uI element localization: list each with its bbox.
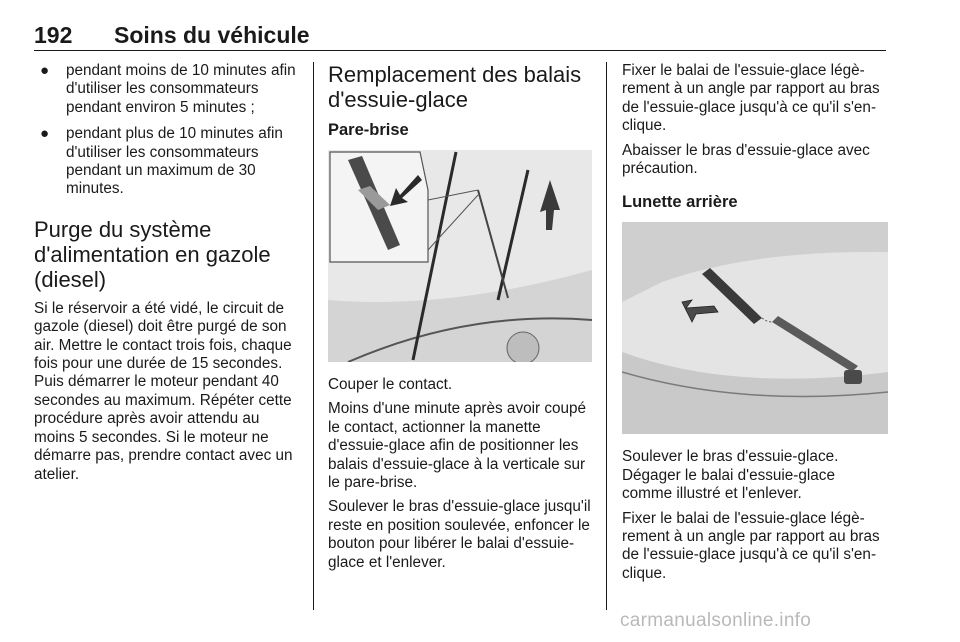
instruction-paragraph: Fixer le balai de l'essuie-glace légèrement à un angle par rapport au bras de l'essuie-glace jusqu'à ce qu'il s'enclique. xyxy=(622,62,880,135)
subheading-windshield: Pare-brise xyxy=(328,121,409,139)
watermark-text: carmanualsonline.info xyxy=(620,610,812,631)
windshield-wiper-illustration xyxy=(328,150,592,362)
instruction-paragraph: Soulever le bras d'essuie-glace. Dégager le balai d'essuie-glace comme illustré et l'enlever. xyxy=(622,448,839,503)
instruction-paragraph: Couper le contact. xyxy=(328,376,453,393)
section-heading-purge: Purge du système d'alimentation en gazole (diesel) xyxy=(34,216,271,292)
column-3 xyxy=(622,62,888,589)
instruction-paragraph: Abaisser le bras d'essuie-glace avec précaution. xyxy=(622,141,870,178)
section-heading-wipers: Remplacement des balais d'essuie-glace xyxy=(328,62,582,112)
column-1 xyxy=(34,62,300,490)
instruction-paragraph: Soulever le bras d'essuie-glace jusqu'il reste en position soulevée, enfoncer le bouton pour libérer le balai d'essuie-glace et l'enlever. xyxy=(328,498,591,571)
instruction-paragraph: Fixer le balai de l'essuie-glace légèrement à un angle par rapport au bras de l'essuie-glace jusqu'à ce qu'il s'enclique. xyxy=(622,509,880,582)
column-divider-1 xyxy=(313,62,314,610)
list-item: ● pendant plus de 10 minutes afin d'utiliser les consommateurs pendant un maximum de 30 minutes. xyxy=(40,125,283,198)
bullet-icon: ● xyxy=(40,125,50,143)
list-item: ● pendant moins de 10 minutes afin d'utiliser les consommateurs pendant environ 5 minutes ; xyxy=(40,62,296,116)
page-header xyxy=(34,22,886,52)
subheading-rear-window: Lunette arrière xyxy=(622,193,738,212)
page-number: 192 xyxy=(34,22,73,48)
chapter-title: Soins du véhicule xyxy=(114,22,310,48)
instruction-paragraph: Moins d'une minute après avoir coupé le contact, actionner la manette d'essuie-glace afin de positionner les balais d'essuie-glace à la verticale sur le pare-brise. xyxy=(328,400,587,492)
purge-paragraph: Si le réservoir a été vidé, le circuit de gazole (diesel) doit être purgé de son air. Mettre le contact trois fois, chaque fois pour une durée de 15 secondes. Puis démarrer le moteur pendant 40 secondes au maximum. Répéter cette procédure après avoir attendu au moins 5 secondes. Si le moteur ne démarre pas, prendre contact avec un atelier. xyxy=(34,299,293,483)
bullet-list xyxy=(34,62,300,199)
bullet-icon: ● xyxy=(40,62,50,79)
header-rule xyxy=(34,50,886,51)
column-2 xyxy=(328,62,592,578)
rear-wiper-illustration xyxy=(622,222,888,434)
column-divider-2 xyxy=(606,62,607,610)
